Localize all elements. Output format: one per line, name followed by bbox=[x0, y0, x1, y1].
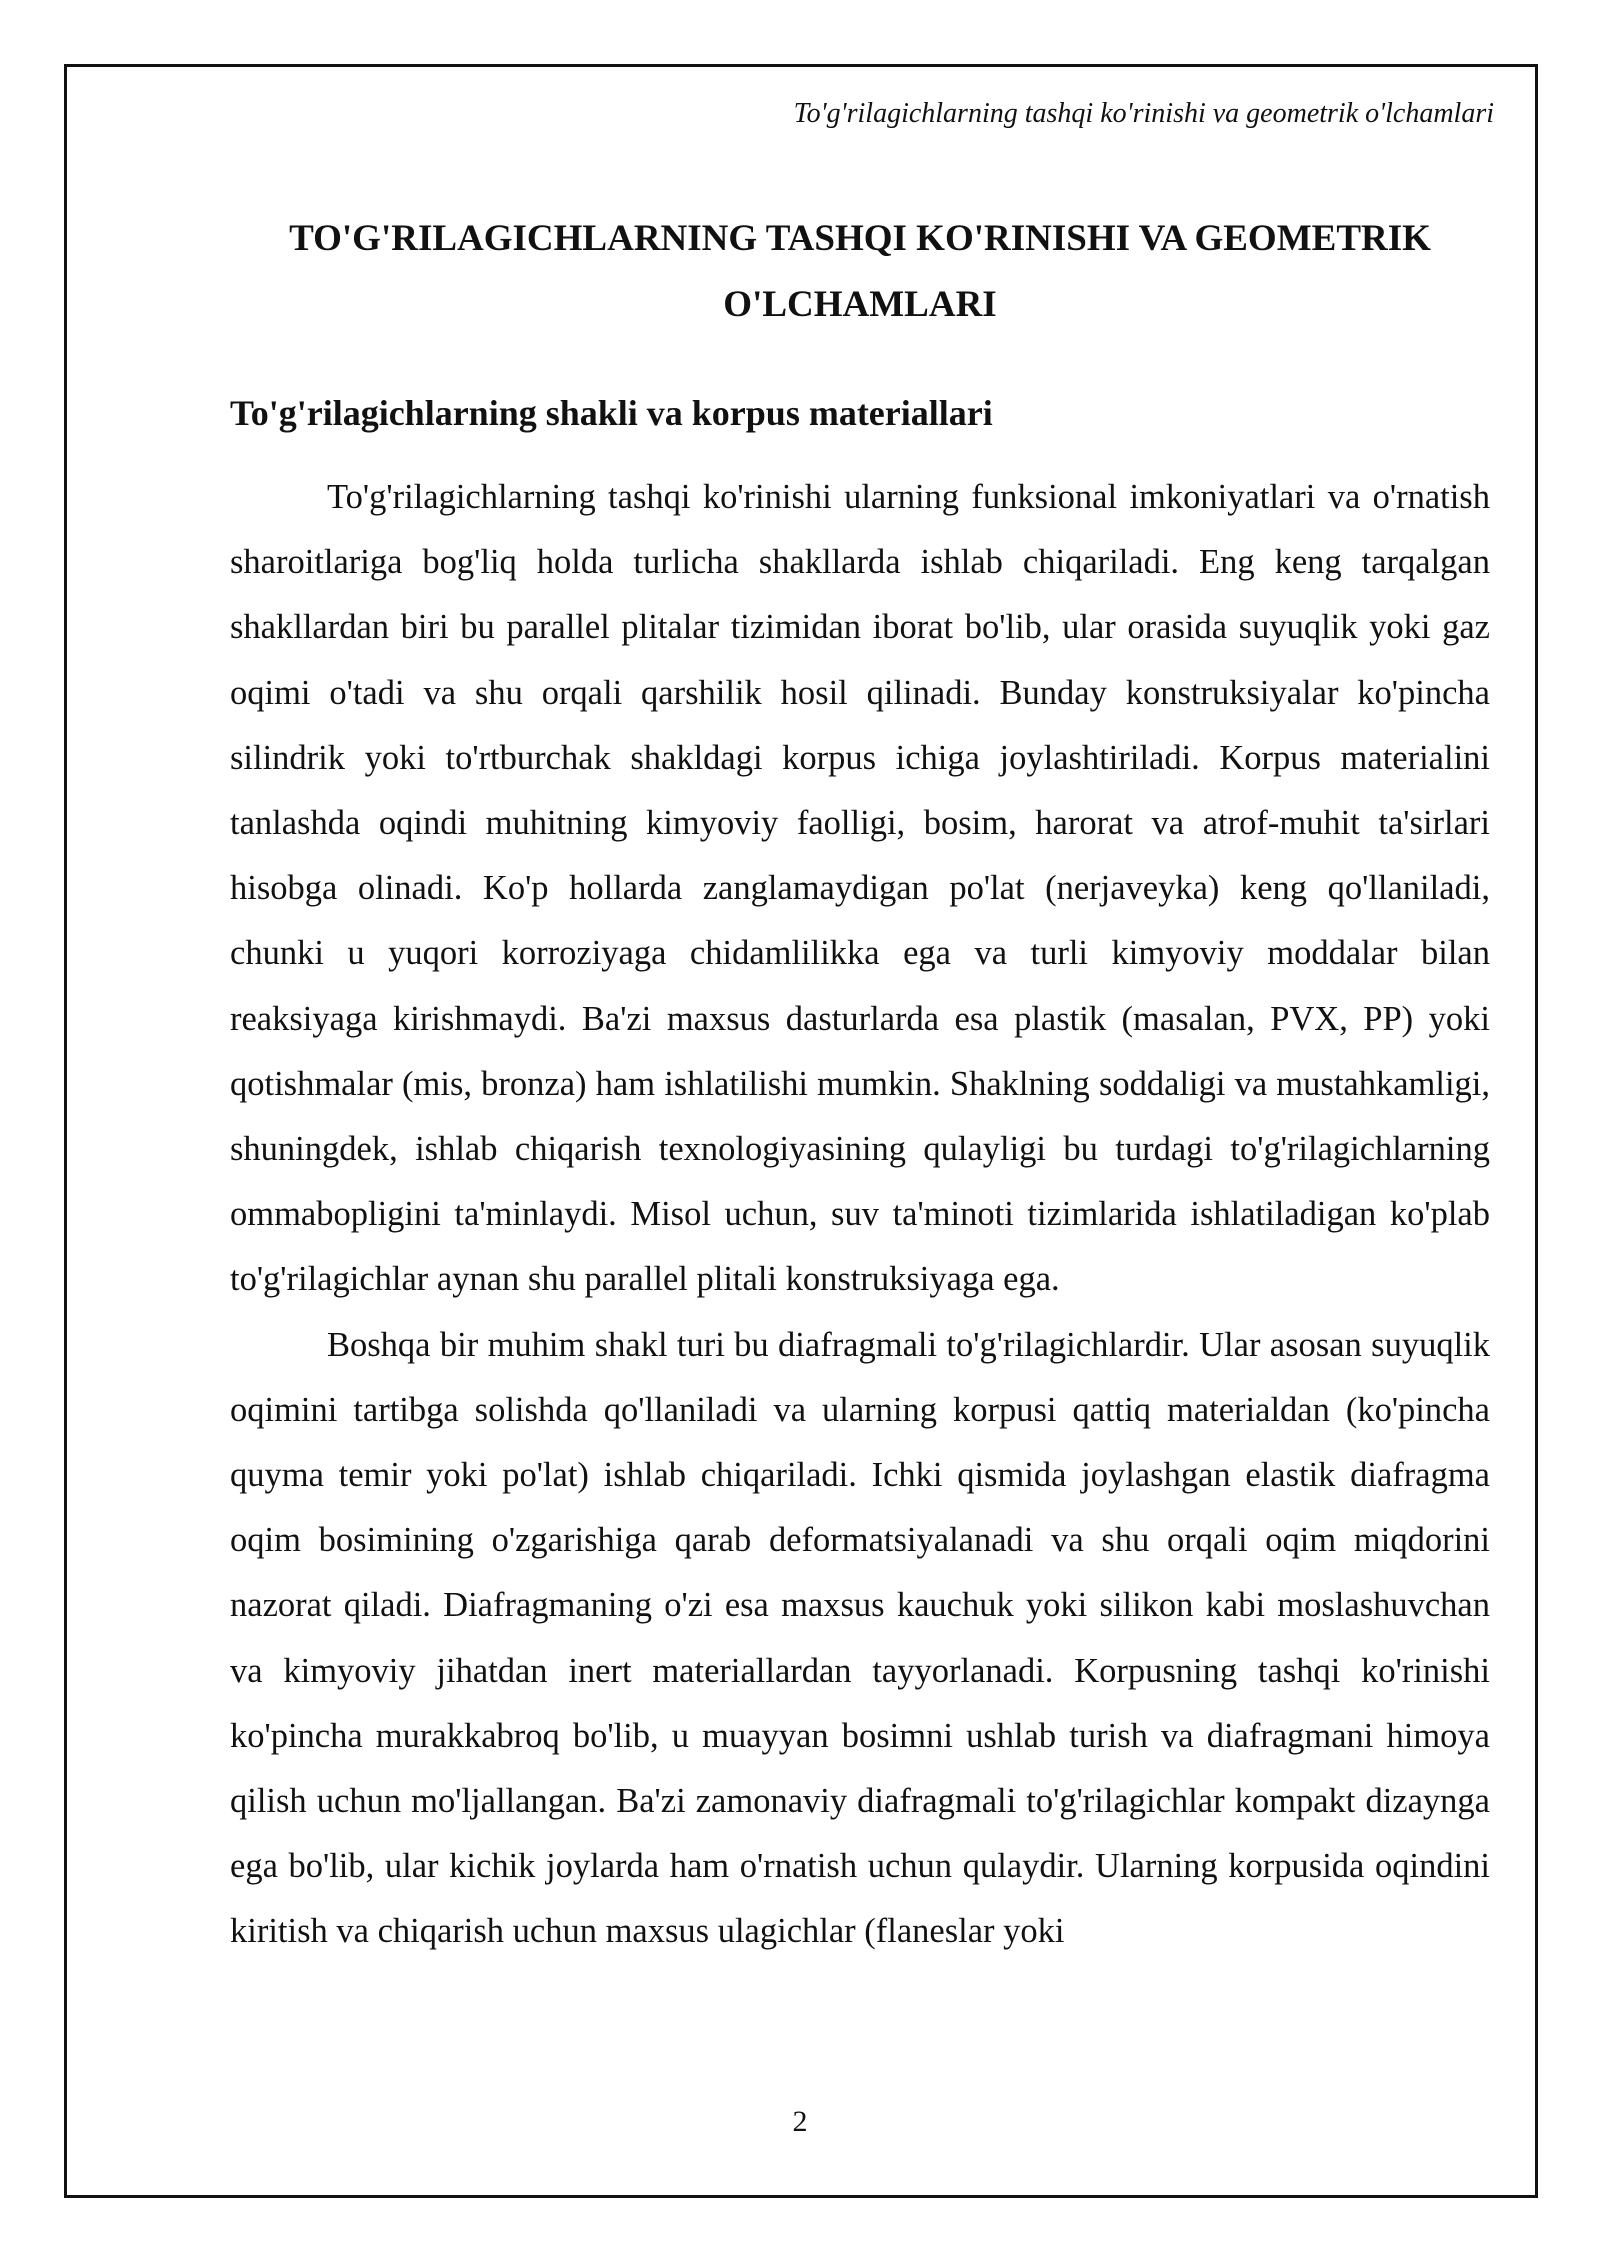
page-title: TO'G'RILAGICHLARNING TASHQI KO'RINISHI VA GEOMETRIK O'LCHAMLARI bbox=[289, 218, 1431, 325]
running-header: To'g'rilagichlarning tashqi ko'rinishi va geometrik o'lchamlari bbox=[793, 98, 1494, 129]
page-number: 2 bbox=[792, 2105, 808, 2138]
body-text bbox=[230, 465, 1490, 1965]
paragraph: To'g'rilagichlarning tashqi ko'rinishi ularning funksional imkoniyatlari va o'rnatish sharoitlariga bog'liq holda turlicha shakllarda ishlab chiqariladi. Eng keng tarqalgan shakllardan biri bu parallel plitalar tizimidan iborat bo'lib, ular orasida suyuqlik yoki gaz oqimi o'tadi va shu orqali qarshilik hosil qilinadi. Bunday konstruksiyalar ko'pincha silindrik yoki to'rtburchak shakldagi korpus ichiga joylashtiriladi. Korpus materialini tanlashda oqindi muhitning kimyoviy faolligi, bosim, harorat va atrof-muhit ta'sirlari hisobga olinadi. Ko'p hollarda zanglamaydigan po'lat (nerjaveyka) keng qo'llaniladi, chunki u yuqori korroziyaga chidamlilikka ega va turli kimyoviy moddalar bilan reaksiyaga kirishmaydi. Ba'zi maxsus dasturlarda esa plastik (masalan, PVX, PP) yoki qotishmalar (mis, bronza) ham ishlatilishi mumkin. Shaklning soddaligi va mustahkamligi, shuningdek, ishlab chiqarish texnologiyasining qulayligi bu turdagi to'g'rilagichlarning ommabopligini ta'minlaydi. Misol uchun, suv ta'minoti tizimlarida ishlatiladigan ko'plab to'g'rilagichlar aynan shu parallel plitali konstruksiyaga ega. bbox=[230, 478, 1490, 1299]
section-heading: To'g'rilagichlarning shakli va korpus materiallari bbox=[230, 393, 993, 433]
paragraph: Boshqa bir muhim shakl turi bu diafragmali to'g'rilagichlardir. Ular asosan suyuqlik oqimini tartibga solishda qo'llaniladi va ularning korpusi qattiq materialdan (ko'pincha quyma temir yoki po'lat) ishlab chiqariladi. Ichki qismida joylashgan elastik diafragma oqim bosimining o'zgarishiga qarab deformatsiyalanadi va shu orqali oqim miqdorini nazorat qiladi. Diafragmaning o'zi esa maxsus kauchuk yoki silikon kabi moslashuvchan va kimyoviy jihatdan inert materiallardan tayyorlanadi. Korpusning tashqi ko'rinishi ko'pincha murakkabroq bo'lib, u muayyan bosimni ushlab turish va diafragmani himoya qilish uchun mo'ljallangan. Ba'zi zamonaviy diafragmali to'g'rilagichlar kompakt dizaynga ega bo'lib, ular kichik joylarda ham o'rnatish uchun qulaydir. Ularning korpusida oqindini kiritish va chiqarish uchun maxsus ulagichlar (flaneslar yoki bbox=[230, 1325, 1490, 1951]
